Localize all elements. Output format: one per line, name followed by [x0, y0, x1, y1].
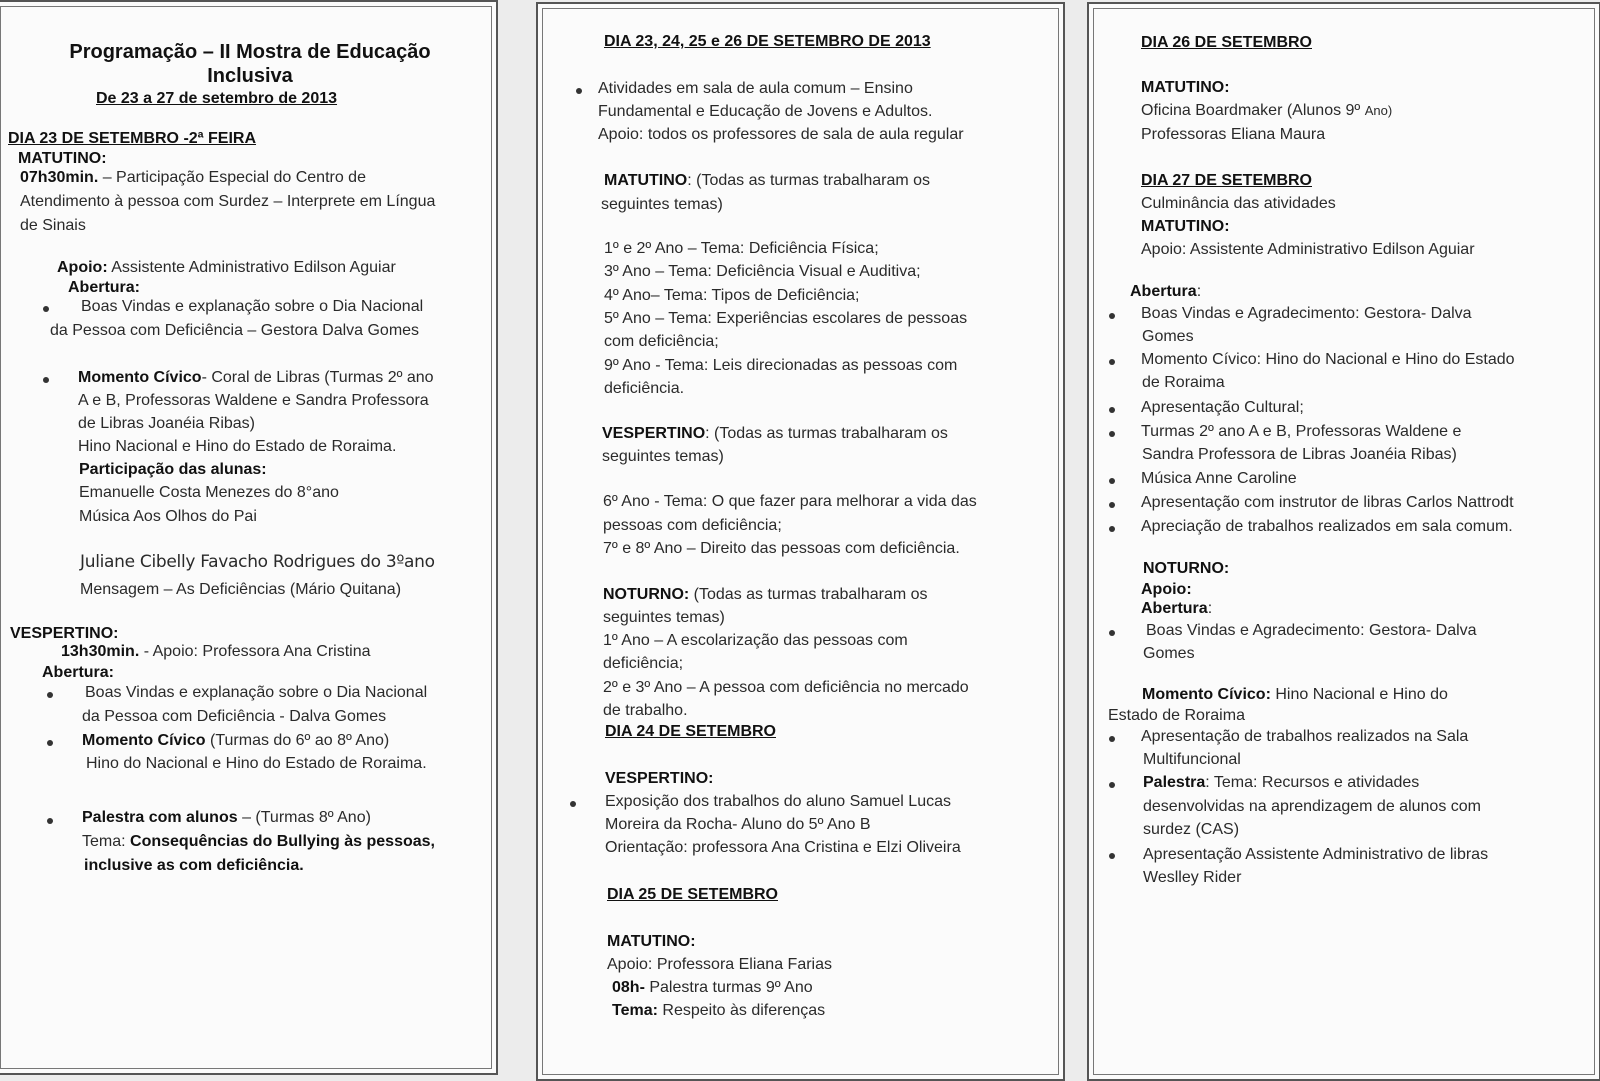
noturno-boas-vindas-line1: Boas Vindas e Agradecimento: Gestora- Dalva [1146, 622, 1477, 639]
noturno-momento-civico: Momento Cívico: Hino Nacional e Hino do [1142, 686, 1448, 703]
day26-matutino: MATUTINO: [1141, 79, 1230, 96]
boas-vindas-line1: Boas Vindas e explanação sobre o Dia Nacional [81, 298, 424, 315]
mat-heading-line2: seguintes temas) [601, 196, 723, 213]
list-item: 3º Ano – Tema: Deficiência Visual e Auditiva; [604, 263, 921, 281]
bullet [1109, 478, 1115, 484]
list-item: 4º Ano– Tema: Tipos de Deficiência; [604, 286, 860, 304]
tema-line2: inclusive as com deficiência. [84, 857, 304, 874]
bullet [1109, 736, 1115, 742]
bullet [47, 740, 53, 746]
list-item: Apreciação de trabalhos realizados em sala comum. [1141, 518, 1513, 535]
momento-civico-line1: Momento Cívico- Coral de Libras (Turmas 2º ano [78, 369, 434, 386]
day27-apoio: Apoio: Assistente Administrativo Edilson Aguiar [1141, 241, 1475, 258]
list-item: 5º Ano – Tema: Experiências escolares de pessoas [604, 309, 968, 327]
noturno-palestra-line1: Palestra: Tema: Recursos e atividades [1143, 774, 1420, 791]
boas-vindas-line2: da Pessoa com Deficiência – Gestora Dalva Gomes [50, 322, 420, 339]
matutino-line3: de Sinais [20, 217, 86, 234]
day24-vespertino: VESPERTINO: [605, 770, 714, 787]
list-item: 7º e 8º Ano – Direito das pessoas com deficiência. [603, 540, 960, 557]
vesp-heading-line2: seguintes temas) [602, 448, 724, 465]
list-item: Sandra Professora de Libras Joanéia Ribas) [1142, 446, 1457, 463]
mat-heading: MATUTINO: (Todas as turmas trabalharam os [604, 172, 931, 189]
day25-heading: DIA 25 DE SETEMBRO [607, 886, 778, 903]
list-item: Apresentação com instrutor de libras Carlos Nattrodt [1141, 494, 1514, 511]
not-heading-line2: seguintes temas) [603, 609, 725, 626]
noturno-abertura: Abertura: [1141, 600, 1213, 617]
matutino-line1: 07h30min. – Participação Especial do Centro de [20, 169, 366, 186]
momento-civico-line3: de Libras Joanéia Ribas) [78, 415, 255, 432]
vespertino-label: VESPERTINO: [10, 625, 119, 642]
bullet [1109, 526, 1115, 532]
vesp-momento-civico: Momento Cívico (Turmas do 6º ao 8º Ano) [82, 732, 390, 749]
atividades-line3: Apoio: todos os professores de sala de aula regular [598, 126, 964, 143]
list-item: Turmas 2º ano A e B, Professoras Waldene e [1141, 423, 1462, 440]
list-item: deficiência. [604, 379, 685, 397]
list-item: 9º Ano - Tema: Leis direcionadas as pessoas com [604, 356, 958, 374]
list-item: 6º Ano - Tema: O que fazer para melhorar a vida das [603, 493, 977, 510]
bullet [43, 306, 49, 312]
list-item: Apresentação Cultural; [1141, 399, 1304, 416]
day25-apoio: Apoio: Professora Eliana Farias [607, 956, 832, 973]
aluna1-musica: Música Aos Olhos do Pai [79, 508, 257, 525]
list-item: pessoas com deficiência; [603, 516, 782, 534]
list-item: 1º e 2º Ano – Tema: Deficiência Física; [604, 240, 879, 257]
list-item: de trabalho. [603, 701, 688, 719]
aluna2-mensagem: Mensagem – As Deficiências (Mário Quitana) [80, 581, 402, 598]
list-item: Música Anne Caroline [1141, 470, 1297, 487]
bullet [47, 692, 53, 698]
bullet [1109, 630, 1115, 636]
abertura-label: Abertura: [68, 279, 141, 296]
aluna1: Emanuelle Costa Menezes do 8°ano [79, 484, 339, 501]
tema-line1: Tema: Consequências do Bullying às pessoas, [82, 833, 435, 850]
atividades-line1: Atividades em sala de aula comum – Ensino [598, 80, 913, 97]
matutino-label: MATUTINO: [18, 150, 107, 167]
noturno-label: NOTURNO: [1143, 560, 1230, 577]
noturno-boas-vindas-line2: Gomes [1143, 645, 1195, 662]
right-panel [1087, 2, 1600, 1081]
noturno-momento-civico-line2: Estado de Roraima [1108, 707, 1245, 724]
noturno-apoio: Apoio: [1141, 581, 1192, 598]
list-item: com deficiência; [604, 333, 719, 351]
palestra-line: Palestra com alunos – (Turmas 8º Ano) [82, 809, 371, 826]
vesp-boas-vindas-line1: Boas Vindas e explanação sobre o Dia Nacional [85, 684, 428, 701]
noturno-apresentacao-line1: Apresentação de trabalhos realizados na Sala [1141, 728, 1469, 745]
date-range: De 23 a 27 de setembro de 2013 [96, 90, 338, 107]
apoio-line: Apoio: Assistente Administrativo Edilson Aguiar [57, 259, 396, 276]
page-title: Programação – II Mostra de Educação [69, 41, 431, 63]
list-item: Gomes [1142, 328, 1194, 345]
list-item: Boas Vindas e Agradecimento: Gestora- Dalva [1141, 305, 1472, 322]
aluna2: Juliane Cibelly Favacho Rodrigues do 3ºano [80, 552, 435, 572]
bullet [1109, 313, 1115, 319]
bullet [1109, 853, 1115, 859]
noturno-assistente-line1: Apresentação Assistente Administrativo de libras [1143, 846, 1489, 863]
day25-palestra: 08h- Palestra turmas 9º Ano [612, 979, 813, 996]
vespertino-abertura: Abertura: [42, 664, 115, 681]
noturno-palestra-line2: desenvolvidas na aprendizagem de alunos com [1143, 798, 1481, 815]
momento-civico-line2: A e B, Professoras Waldene e Sandra Professora [78, 392, 429, 409]
list-item: deficiência; [603, 655, 684, 673]
professoras-line: Professoras Eliana Maura [1141, 126, 1326, 143]
vesp-momento-civico-line2: Hino do Nacional e Hino do Estado de Roraima. [86, 755, 427, 772]
list-item: Momento Cívico: Hino do Nacional e Hino do Estado [1141, 351, 1515, 368]
list-item: 2º e 3º Ano – A pessoa com deficiência no mercado [603, 678, 969, 696]
vespertino-time-line: 13h30min. - Apoio: Professora Ana Cristina [61, 643, 371, 660]
noturno-apresentacao-line2: Multifuncional [1143, 751, 1241, 768]
day25-matutino: MATUTINO: [607, 933, 696, 950]
participacao-label: Participação das alunas: [79, 461, 267, 478]
day27-heading: DIA 27 DE SETEMBRO [1141, 172, 1312, 189]
day26-heading: DIA 26 DE SETEMBRO [1141, 34, 1312, 51]
vesp-boas-vindas-line2: da Pessoa com Deficiência - Dalva Gomes [82, 708, 387, 725]
oficina-line: Oficina Boardmaker (Alunos 9º Ano) [1141, 102, 1393, 119]
atividades-line2: Fundamental e Educação de Jovens e Adultos. [598, 103, 933, 120]
day27-abertura: Abertura: [1130, 283, 1202, 300]
momento-civico-line4: Hino Nacional e Hino do Estado de Roraima. [78, 438, 397, 455]
bullet [570, 801, 576, 807]
bullet [47, 818, 53, 824]
bullet [576, 88, 582, 94]
bullet [1109, 502, 1115, 508]
exposicao-line3: Orientação: professora Ana Cristina e Elzi Oliveira [605, 839, 961, 856]
list-item: 1º Ano – A escolarização das pessoas com [603, 632, 908, 649]
list-item: de Roraima [1142, 374, 1225, 391]
bullet [1109, 359, 1115, 365]
day25-tema: Tema: Respeito às diferenças [612, 1002, 826, 1019]
week-heading: DIA 23, 24, 25 e 26 DE SETEMBRO DE 2013 [604, 33, 931, 50]
bullet [1109, 782, 1115, 788]
matutino-line2: Atendimento à pessoa com Surdez – Interprete em Língua [20, 193, 436, 210]
exposicao-line1: Exposição dos trabalhos do aluno Samuel Lucas [605, 793, 951, 810]
noturno-palestra-line3: surdez (CAS) [1143, 821, 1240, 838]
bullet [1109, 407, 1115, 413]
day27-matutino: MATUTINO: [1141, 218, 1230, 235]
exposicao-line2: Moreira da Rocha- Aluno do 5º Ano B [605, 816, 871, 833]
day23-heading: DIA 23 DE SETEMBRO -2ª FEIRA [8, 130, 257, 147]
culminancia-line: Culminância das atividades [1141, 195, 1336, 212]
bullet [43, 377, 49, 383]
page-title-line2: Inclusiva [207, 65, 293, 87]
day24-heading: DIA 24 DE SETEMBRO [605, 723, 776, 740]
vesp-heading: VESPERTINO: (Todas as turmas trabalharam os [602, 425, 948, 442]
noturno-assistente-line2: Weslley Rider [1143, 869, 1242, 886]
not-heading: NOTURNO: (Todas as turmas trabalharam os [603, 586, 928, 603]
bullet [1109, 431, 1115, 437]
